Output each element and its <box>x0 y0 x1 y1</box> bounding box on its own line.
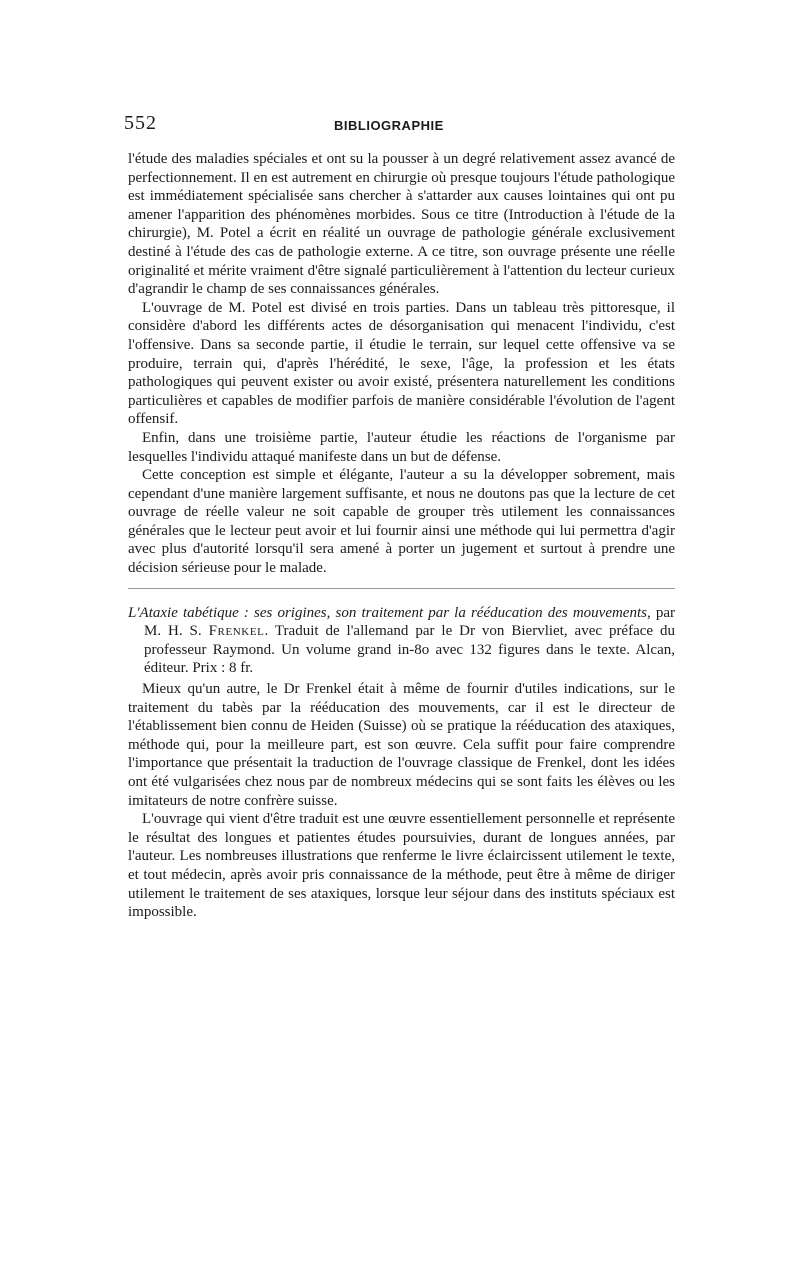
review2-book-title: L'Ataxie tabétique : ses origines, son traitement par la rééducation des mouvements <box>128 604 647 621</box>
review2-bibliographic-details: . Traduit de l'allemand par le Dr von Biervliet, avec préface du professeur Raymond. Un volume grand in-8o avec 132 figures dans le texte. Alcan, éditeur. Prix : 8 fr. <box>144 623 675 677</box>
review2-author: Frenkel <box>208 623 265 640</box>
review1-paragraph-1: l'étude des maladies spéciales et ont su la pousser à un degré relativement assez avancé de perfectionnement. Il en est autrement en chirurgie où presque toujours l'étude pathologique est immédiatement spécialisée sans chercher à s'attarder aux causes lointaines qui ont pu amener l'apparition des phénomènes morbides. Sous ce titre (Introduction à l'étude de la chirurgie), M. Potel a écrit en réalité un ouvrage de pathologie générale exclusivement destiné à l'étude des cas de pathologie externe. A ce titre, son ouvrage présente une réelle originalité et mérite vraiment d'être signalé particulièrement à l'attention du lecteur curieux d'agrandir le champ de ses connaissances générales. <box>128 151 675 298</box>
review1-paragraph-2: L'ouvrage de M. Potel est divisé en trois parties. Dans un tableau très pittoresque, il considère d'abord les différents actes de désorganisation qui menacent l'individu, c'est l'offensive. Dans sa seconde partie, il étudie le terrain, sur lequel cette offensive va se produire, terrain qui, d'après l'hérédité, le sexe, l'âge, la profession et les états pathologiques qui peuvent exister ou avoir existé, présentera naturellement les conditions particulières et capables de modifier parfois de manière considérable l'évolution de l'agent offensif. <box>128 299 675 428</box>
review1-paragraph-4: Cette conception est simple et élégante, l'auteur a su la développer sobrement, mais cependant d'une manière largement suffisante, et nous ne doutons pas que la lecture de cet ouvrage de réelle valeur ne soit capable de grouper très utilement les connaissances générales que le lecteur peut avoir et lui fournir ainsi une méthode qui lui permettra d'agir avec plus d'autorité lorsqu'il sera amené à porter un jugement et surtout à prendre une décision sérieuse pour le malade. <box>128 467 675 577</box>
section-divider <box>128 588 675 589</box>
review2-heading <box>128 604 675 678</box>
page-header <box>124 112 676 138</box>
page-body <box>128 150 675 922</box>
review2-paragraph-2: L'ouvrage qui vient d'être traduit est une œuvre essentiellement personnelle et représente le résultat des longues et patientes études poursuivies, durant de longues années, par l'auteur. Les nombreuses illustrations que renferme le livre éclaircissent utilement le texte, et tout médecin, après avoir pris connaissance de la méthode, peut être à même de diriger utilement le traitement de ses ataxiques, lorsque leur séjour dans des instituts spéciaux est impossible. <box>128 811 675 921</box>
running-title: BIBLIOGRAPHIE <box>334 118 444 133</box>
page-number: 552 <box>124 112 157 134</box>
review2-paragraph-1: Mieux qu'un autre, le Dr Frenkel était à même de fournir d'utiles indications, sur le traitement du tabès par la rééducation des mouvements, car il est le directeur de l'établissement bien connu de Heiden (Suisse) où se pratique la rééducation des ataxiques, méthode qui, pour la meilleure part, est son œuvre. Cela suffit pour faire comprendre l'importance que présentait la traduction de l'ouvrage classique de Frenkel, dont les idées ont été vulgarisées chez nous par de nombreux médecins qui se sont faits les élèves ou les imitateurs de notre confrère suisse. <box>128 681 675 809</box>
review2-title-by: , par M. H. S. <box>144 604 675 640</box>
review1-paragraph-3: Enfin, dans une troisième partie, l'auteur étudie les réactions de l'organisme par lesquelles l'individu attaqué manifeste dans un but de défense. <box>128 429 675 465</box>
